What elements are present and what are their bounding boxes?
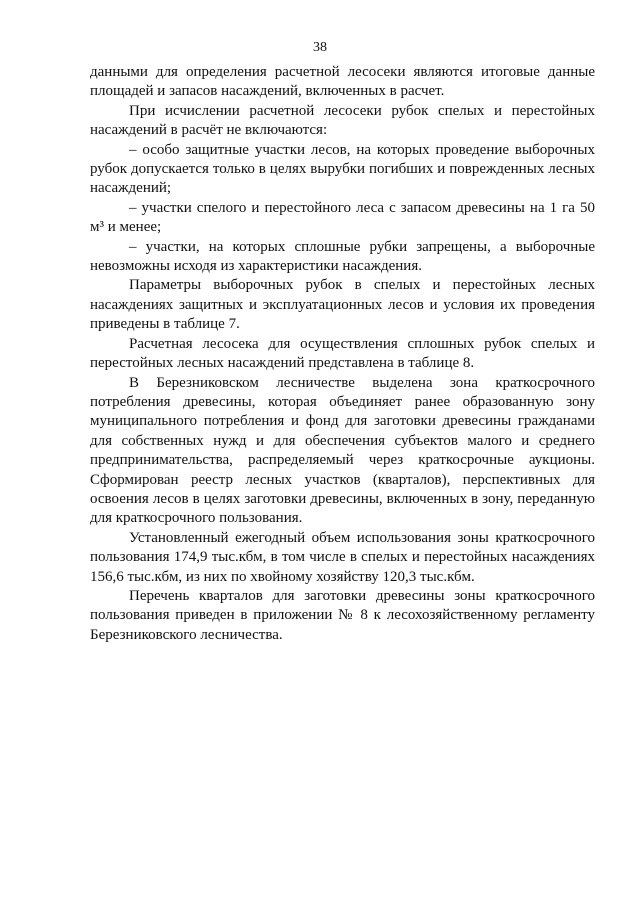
list-item: – участки спелого и перестойного леса с запасом древесины на 1 га 50 м³ и менее; — [90, 199, 595, 236]
paragraph: данными для определения расчетной лесосеки являются итоговые данные площадей и запасов насаждений, включенных в расчет. — [90, 64, 595, 100]
paragraph: Перечень кварталов для заготовки древесины зоны краткосрочного пользования приведен в приложении № 8 к лесохозяйственному регламенту Березниковского лесничества. — [90, 587, 595, 643]
paragraph: Расчетная лесосека для осуществления сплошных рубок спелых и перестойных лесных насаждений представлена в таблице 8. — [90, 335, 595, 372]
list-item: – особо защитные участки лесов, на которых проведение выборочных рубок допускается только в целях вырубки погибших и поврежденных лесных насаждений; — [90, 141, 595, 197]
paragraph: Параметры выборочных рубок в спелых и перестойных лесных насаждениях защитных и эксплуатационных лесов и условия их проведения приведены в таблице 7. — [90, 277, 595, 333]
document-body — [90, 63, 595, 645]
paragraph: В Березниковском лесничестве выделена зона краткосрочного потребления древесины, которая объединяет ранее образованную зону муниципального потребления и фонд для заготовки древесины гражданами для собственных нужд и для обеспечения субъектов малого и среднего предпринимательства, распределяемый через краткосрочные аукционы. Сформирован реестр лесных участков (кварталов), перспективных для освоения лесов в целях заготовки древесины, включенных в зону, переданную для краткосрочного пользования. — [90, 374, 595, 527]
paragraph: При исчислении расчетной лесосеки рубок спелых и перестойных насаждений в расчёт не включаются: — [90, 102, 595, 139]
page-number: 38 — [313, 40, 327, 55]
paragraph: Установленный ежегодный объем использования зоны краткосрочного пользования 174,9 тыс.кбм, в том числе в спелых и перестойных насаждениях 156,6 тыс.кбм, из них по хвойному хозяйству 120,3 тыс.кбм. — [90, 529, 595, 585]
list-item: – участки, на которых сплошные рубки запрещены, а выборочные невозможны исходя из характеристики насаждения. — [90, 238, 595, 275]
